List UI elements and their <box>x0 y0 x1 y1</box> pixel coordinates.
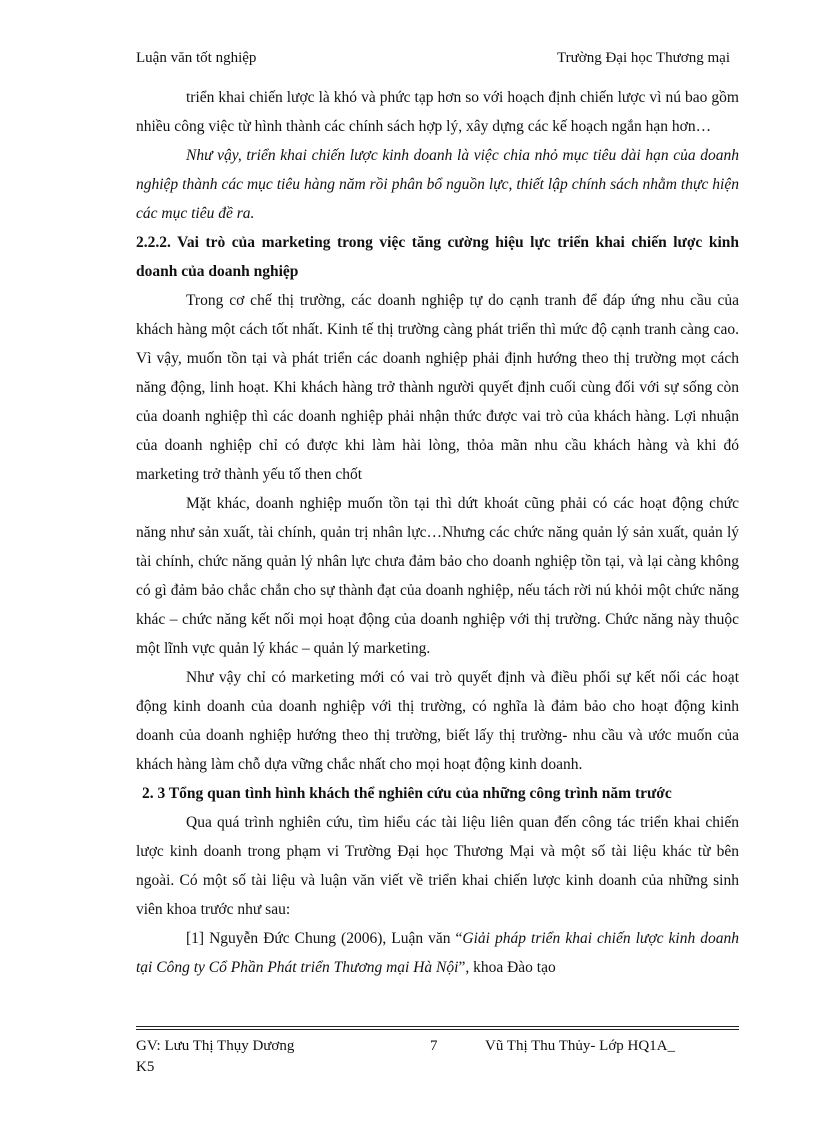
page-footer <box>136 1036 739 1086</box>
header-thesis-label: Luận văn tốt nghiệp <box>136 50 257 66</box>
reference-1-title: Giải pháp triển khai chiến lược kinh doanh tại Công ty Cổ Phần Phát triển Thương mại Hà Nội <box>136 930 740 976</box>
section-heading-2-2-2: 2.2.2. Vai trò của marketing trong việc tăng cường hiệu lực triển khai chiến lược kinh doanh của doanh nghiệp <box>136 234 739 280</box>
paragraph-5: Như vậy chỉ có marketing mới có vai trò quyết định và điều phối sự kết nối các hoạt động kinh doanh của doanh nghiệp với thị trường, có nghĩa là đảm bảo cho hoạt động kinh doanh của doanh nghiệp hướng theo thị trường, biết lấy thị trường- nhu cầu và ước muốn của khách hàng làm chỗ dựa vững chắc nhất cho mọi hoạt động kinh doanh. <box>136 669 739 773</box>
paragraph-4: Mặt khác, doanh nghiệp muốn tồn tại thì dứt khoát cũng phải có các hoạt động chức năng như sản xuất, tài chính, quản trị nhân lực…Nhưng các chức năng quản lý sản xuất, quản lý tài chính, chức năng quản lý nhân lực chưa đảm bảo cho doanh nghiệp tồn tại, và lại càng không có gì đảm bảo chắc chắn cho sự thành đạt của doanh nghiệp, nếu tách rời nú khỏi một chức năng khác – chức năng kết nối mọi hoạt động của doanh nghiệp với thị trường. Chức năng này thuộc một lĩnh vực quản lý khác – quản lý marketing. <box>136 495 739 657</box>
document-body <box>136 83 739 982</box>
footer-class-suffix: K5 <box>136 1059 155 1075</box>
paragraph-1: triển khai chiến lược là khó và phức tạp hơn so với hoạch định chiến lược vì nú bao gồm nhiều công việc từ hình thành các chính sách hợp lý, xây dựng các kế hoạch ngắn hạn hơn… <box>136 89 739 135</box>
footer-double-rule <box>136 1026 739 1030</box>
page-number: 7 <box>430 1038 438 1054</box>
header-university: Trường Đại học Thương mại <box>557 50 730 66</box>
footer-supervisor: GV: Lưu Thị Thụy Dương <box>136 1038 295 1054</box>
paragraph-2-italic: Như vậy, triển khai chiến lược kinh doanh là việc chia nhỏ mục tiêu dài hạn của doanh nghiệp thành các mục tiêu hàng năm rồi phân bổ nguồn lực, thiết lập chính sách nhằm thực hiện các mục tiêu đề ra. <box>136 147 739 222</box>
section-heading-2-3: 2. 3 Tổng quan tình hình khách thể nghiên cứu của những công trình năm trước <box>142 785 672 802</box>
reference-1 <box>136 924 739 982</box>
page-header <box>136 50 730 72</box>
reference-1-tail: ”, khoa Đào tạo <box>458 959 556 976</box>
paragraph-3: Trong cơ chế thị trường, các doanh nghiệp tự do cạnh tranh để đáp ứng nhu cầu của khách hàng một cách tốt nhất. Kinh tế thị trường càng phát triển thì mức độ cạnh tranh càng cao. Vì vậy, muốn tồn tại và phát triển các doanh nghiệp phải định hướng theo thị trường mọt cách năng động, linh hoạt. Khi khách hàng trở thành người quyết định cuối cùng đối với sự sống còn của doanh nghiệp thì các doanh nghiệp phải nhận thức được vai trò của khách hàng. Lợi nhuận của doanh nghiệp chỉ có được khi làm hài lòng, thỏa mãn nhu cầu khách hàng và khi đó marketing trở thành yếu tố then chốt <box>136 292 739 483</box>
footer-student: Vũ Thị Thu Thủy- Lớp HQ1A_ <box>485 1038 676 1054</box>
paragraph-6: Qua quá trình nghiên cứu, tìm hiểu các tài liệu liên quan đến công tác triển khai chiến lược kinh doanh trong phạm vi Trường Đại học Thương Mại và một số tài liệu khác từ bên ngoài. Có một số tài liệu và luận văn viết về triển khai chiến lược kinh doanh của những sinh viên khoa trước như sau: <box>136 814 739 918</box>
reference-1-author: [1] Nguyễn Đức Chung (2006), Luận văn “ <box>186 930 463 947</box>
